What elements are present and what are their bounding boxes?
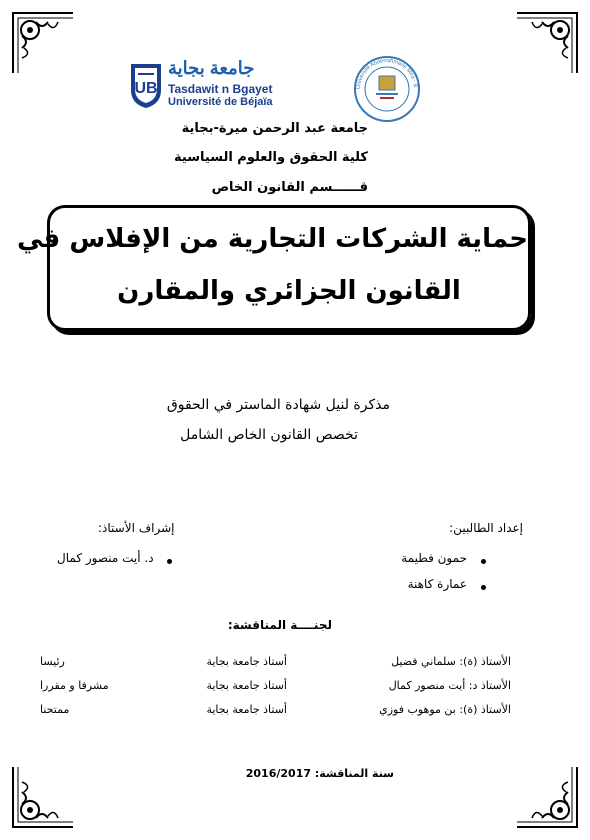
committee-member-rank: أستاذ جامعة بجاية	[206, 655, 287, 668]
student-name: حمون فطيمة	[401, 551, 467, 565]
faculty-name: كلية الحقوق والعلوم السياسية	[174, 150, 368, 165]
defense-year: سنة المناقشة: 2016/2017	[245, 767, 394, 780]
student-name: عمارة كاهنة	[407, 577, 467, 591]
committee-member-name: الأستاذ د: أيت منصور كمال	[388, 679, 511, 692]
committee-member-name: الأستاذ (ة): سلماني فضيل	[391, 655, 511, 668]
committee-member-rank: أستاذ جامعة بجاية	[206, 679, 287, 692]
bullet-icon	[481, 559, 486, 564]
university-name: جامعة عبد الرحمن ميرة-بجاية	[181, 121, 368, 136]
title-box	[16, 205, 531, 331]
committee-member-rank: أستاذ جامعة بجاية	[206, 703, 287, 716]
corner-ornament-icon	[512, 8, 582, 78]
university-name-ber: Tasdawit n Bgayet	[168, 82, 273, 96]
thesis-title-line2: القانون الجزائري والمقارن	[117, 276, 461, 306]
students-heading: إعداد الطالبين:	[449, 521, 523, 535]
bullet-icon	[481, 585, 486, 590]
bullet-icon	[167, 559, 172, 564]
thesis-title-line1: حماية الشركات التجارية من الإفلاس في	[16, 224, 528, 254]
svg-text:UB: UB	[134, 80, 158, 97]
committee-member-role: رئيسا	[40, 655, 65, 668]
faculty-seal-icon	[352, 54, 422, 124]
corner-ornament-icon	[8, 762, 78, 832]
department-name: قــــــسم القانون الخاص	[211, 180, 368, 195]
corner-ornament-icon	[8, 8, 78, 78]
corner-ornament-icon	[512, 762, 582, 832]
committee-member-name: الأستاذ (ة): بن موهوب فوزي	[379, 703, 511, 716]
seal-text: Université Abderrahmane Mira - B	[355, 57, 419, 90]
memo-degree: مذكرة لنيل شهادة الماستر في الحقوق	[166, 397, 390, 413]
committee-member-role: ممتحنا	[40, 703, 70, 716]
committee-member-role: مشرفا و مقررا	[40, 679, 109, 692]
supervisor-heading: إشراف الأستاذ:	[98, 521, 175, 535]
university-logo	[128, 60, 288, 112]
committee-heading: لجنــــة المناقشة:	[227, 618, 332, 632]
ub-emblem-icon	[128, 60, 164, 110]
university-name-ar: جامعة بجاية	[168, 58, 255, 78]
memo-specialty: تخصص القانون الخاص الشامل	[180, 427, 358, 443]
supervisor-name: د. أيت منصور كمال	[57, 551, 154, 565]
university-name-fr: Université de Béjaïa	[168, 96, 273, 108]
